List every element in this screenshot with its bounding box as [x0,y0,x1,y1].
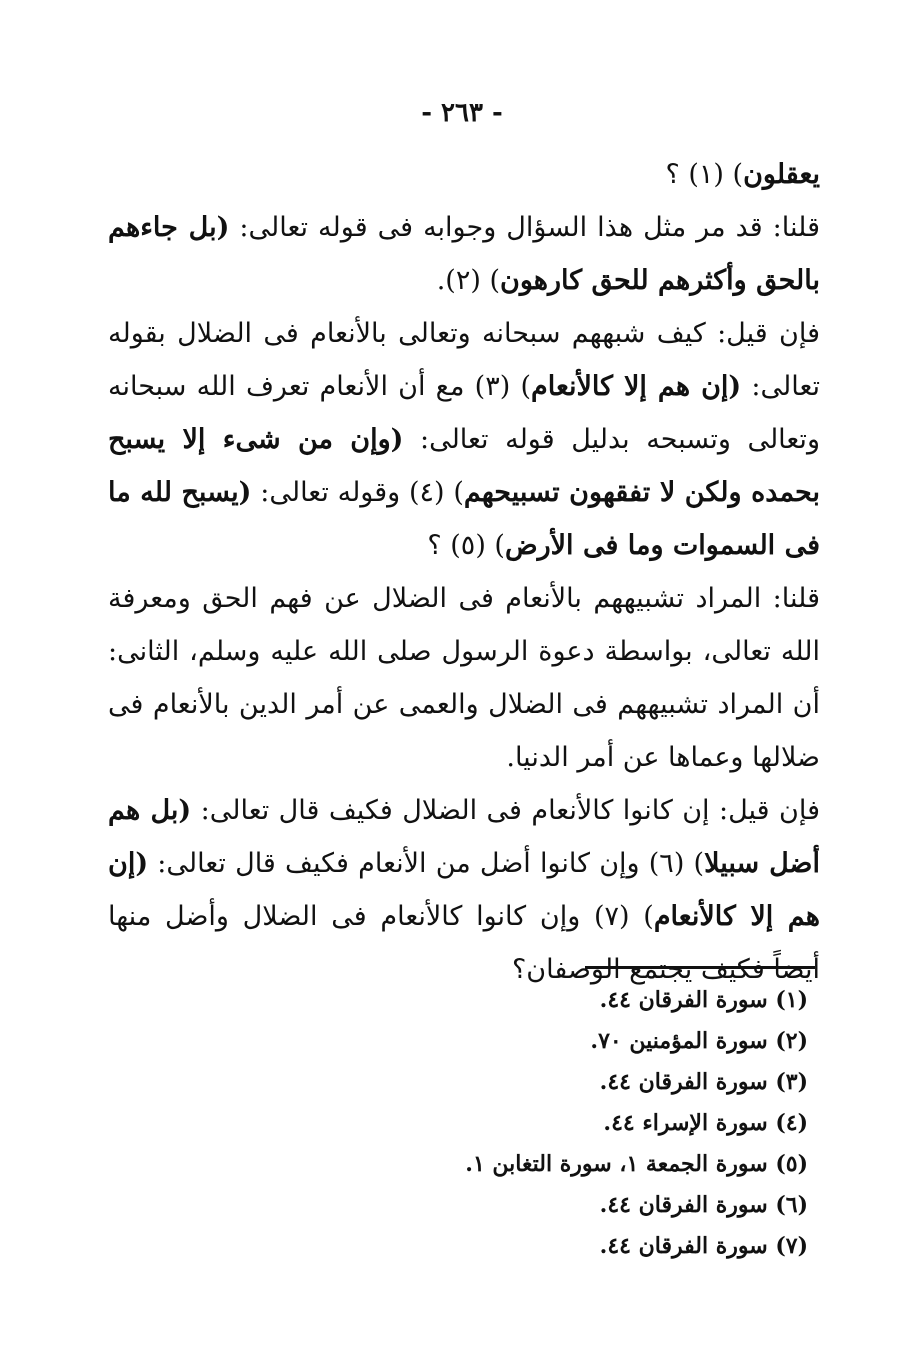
page-number: - ٢٦٣ - [421,98,503,128]
text-segment: قلنا: قد مر مثل هذا السؤال وجوابه فى قوله تعالى: [229,212,820,243]
text-segment: ) (٣) مع أن الأنعام تعرف الله سبحانه وتعالى وتسبحه بدليل قوله تعالى: [108,371,820,455]
footnote: (٤) سورة الإسراء ٤٤. [603,1110,808,1136]
body-text [108,148,820,996]
footnote: (٥) سورة الجمعة ١، سورة التغابن ١. [465,1151,808,1177]
text-segment: فإن قيل: إن كانوا كالأنعام فى الضلال فكيف قال تعالى: [191,795,820,826]
text-segment: ) (٦) وإن كانوا أضل من الأنعام فكيف قال تعالى: [148,848,705,879]
paragraph [108,201,820,307]
footnote-divider [585,966,815,969]
text-segment: قلنا: المراد تشبيههم بالأنعام فى الضلال عن فهم الحق ومعرفة الله تعالى، بواسطة دعوة الرسول صلى الله عليه وسلم، الثانى: أن المراد تشبيههم فى الضلال والعمى عن أمر الدين بالأنعام فى ضلالها وعماها عن أمر الدنيا. [108,583,820,773]
text-segment: ) (٧) وإن كانوا كالأنعام فى الضلال وأضل منها أيضاً فكيف يجتمع الوصفان؟ [108,901,820,985]
footnotes-list [108,980,808,1267]
text-segment: فإن قيل: كيف شبههم سبحانه وتعالى بالأنعام فى الضلال بقوله تعالى: [108,318,820,402]
paragraph [108,148,820,201]
paragraph [108,307,820,572]
paragraph [108,784,820,996]
quran-quote: (بل هم أضل سبيلا [108,795,820,879]
quran-quote: (إن هم إلا كالأنعام [531,371,742,402]
quran-quote: (بل جاءهم بالحق وأكثرهم للحق كارهون [108,212,820,296]
text-segment: ) (٥) ؟ [427,530,505,561]
footnote: (٢) سورة المؤمنين ٧٠. [590,1028,808,1054]
text-segment: ) (٢). [436,265,500,296]
text-segment: ) (١) ؟ [665,159,744,190]
paragraph [108,572,820,784]
footnote: (٧) سورة الفرقان ٤٤. [599,1233,808,1259]
footnote: (٣) سورة الفرقان ٤٤. [599,1069,808,1095]
quran-quote: (يسبح لله ما فى السموات وما فى الأرض [108,477,820,561]
quran-quote: (وإن من شىء إلا يسبح بحمده ولكن لا تفقهون تسبيحهم [108,424,820,508]
footnote: (٦) سورة الفرقان ٤٤. [599,1192,808,1218]
footnote: (١) سورة الفرقان ٤٤. [599,987,808,1013]
quran-quote: يعقلون [743,159,820,190]
quran-quote: (إن هم إلا كالأنعام [108,848,821,932]
text-segment: ) (٤) وقوله تعالى: [251,477,464,508]
